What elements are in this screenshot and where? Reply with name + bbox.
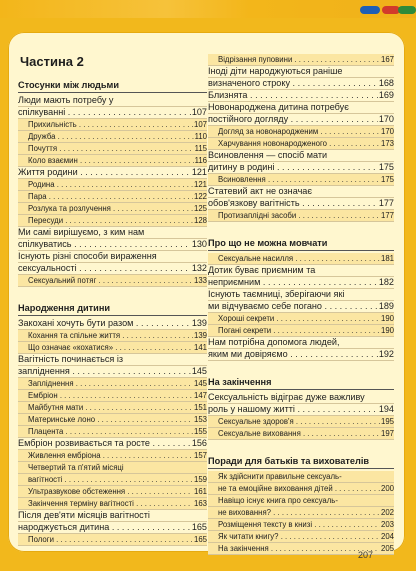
part-title: Частина 2	[20, 54, 84, 69]
toc-entry[interactable]	[18, 191, 207, 203]
toc-entry-page: 195	[380, 417, 394, 426]
toc-entry[interactable]	[208, 519, 394, 531]
toc-entry-title: Закінчення терміну вагітності . . .	[28, 498, 193, 509]
toc-entry-line[interactable]: Статевий акт не означає	[208, 186, 394, 198]
toc-entry-title: Догляд за новонародженим . . .	[218, 126, 380, 137]
toc-entry-title: неприємним . . .	[208, 277, 378, 288]
toc-entry[interactable]	[18, 366, 207, 378]
toc-entry[interactable]	[208, 301, 394, 313]
toc-entry[interactable]	[18, 179, 207, 191]
toc-entry-page: 139	[191, 318, 207, 328]
toc-entry-title: роль у нашому житті . . .	[208, 404, 378, 415]
toc-entry[interactable]	[208, 349, 394, 361]
toc-entry[interactable]	[208, 483, 394, 495]
toc-entry-title: народжується дитина . . .	[18, 522, 191, 533]
toc-entry[interactable]	[208, 198, 394, 210]
toc-entry-title: Пара . . .	[28, 191, 193, 202]
toc-entry-page: 202	[380, 508, 394, 517]
toc-entry[interactable]	[18, 275, 207, 287]
toc-entry-page: 161	[193, 487, 207, 496]
toc-entry[interactable]	[18, 522, 207, 534]
toc-entry[interactable]	[208, 416, 394, 428]
right-column	[208, 40, 394, 555]
toc-entry-title: Сексуальне насилля . . .	[218, 253, 380, 264]
toc-entry[interactable]	[18, 203, 207, 215]
toc-entry-page: 116	[194, 156, 207, 165]
toc-entry[interactable]	[18, 414, 207, 426]
toc-entry-title: Живлення ембріона . . .	[28, 450, 193, 461]
toc-entry-title: Кохання та спільне життя . . .	[28, 330, 193, 341]
toc-entry-title: вагітності . . .	[28, 474, 193, 485]
toc-entry-line[interactable]: Новонароджена дитина потребує	[208, 102, 394, 114]
toc-entry[interactable]	[18, 131, 207, 143]
toc-entry-page: 175	[380, 175, 394, 184]
toc-entry-title: Сексуальне здоров'я . . .	[218, 416, 380, 427]
toc-entry-title: визначеного строку . . .	[208, 78, 378, 89]
toc-entry-title: Родина . . .	[28, 179, 193, 190]
toc-entry-title: Материнське лоно . . .	[28, 414, 193, 425]
toc-entry-line[interactable]: Існують різні способи вираження	[18, 251, 207, 263]
toc-entry-title: Хороші секрети . . .	[218, 313, 380, 324]
toc-entry-page: 110	[194, 132, 207, 141]
toc-entry-page: 204	[380, 532, 394, 541]
toc-entry-line[interactable]: Ми самі вирішуємо, з ким нам	[18, 227, 207, 239]
toc-entry-page: 145	[191, 366, 207, 376]
toc-entry-title: Відрізання пуповини . . .	[218, 54, 380, 65]
toc-entry-title: Майбутня мати . . .	[28, 402, 193, 413]
toc-entry-title: ми відчуваємо себе погано . . .	[208, 301, 378, 312]
toc-entry-title: Коло взаємин . . .	[28, 155, 194, 166]
toc-entry-title: обов'язкову вагітність . . .	[208, 198, 378, 209]
toc-entry[interactable]	[208, 531, 394, 543]
toc-entry-title: Погані секрети . . .	[218, 325, 380, 336]
toc-entry-title: Пересуди . . .	[28, 215, 193, 226]
toc-entry-title: Життя родини . . .	[18, 167, 191, 178]
toc-entry-title: Плацента . . .	[28, 426, 193, 437]
toc-entry-line[interactable]: Після дев'яти місяців вагітності	[18, 510, 207, 522]
toc-entry-title: Розлука та розлучення . . .	[28, 203, 193, 214]
toc-entry-title: Ультразвукове обстеження . . .	[28, 486, 193, 497]
toc-entry-page: 155	[193, 427, 207, 436]
toc-entry-page: 189	[378, 301, 394, 311]
toc-entry-page: 141	[193, 343, 207, 352]
toc-entry-page: 121	[193, 180, 207, 189]
toc-entry[interactable]	[208, 174, 394, 186]
toc-entry-page: 115	[194, 144, 207, 153]
toc-entry-page: 190	[380, 314, 394, 323]
toc-entry-title: яким ми довіряємо . . .	[208, 349, 378, 360]
toc-entry-page: 181	[380, 254, 394, 263]
toc-entry[interactable]	[18, 402, 207, 414]
toc-entry[interactable]	[208, 78, 394, 90]
toc-entry-page: 163	[193, 499, 207, 508]
toc-entry[interactable]	[208, 114, 394, 126]
section-heading: Про що не можна мовчати	[208, 237, 394, 251]
top-color-band	[0, 0, 416, 18]
toc-entry-line[interactable]: Люди мають потребу у	[18, 95, 207, 107]
toc-entry-page: 167	[380, 55, 394, 64]
toc-entry[interactable]	[18, 263, 207, 275]
section-heading: Стосунки між людьми	[18, 79, 207, 93]
toc-entry-page: 200	[380, 484, 394, 493]
toc-entry[interactable]	[208, 325, 394, 337]
toc-entry-title: Ембріон . . .	[28, 390, 193, 401]
toc-entry-title: постійного догляду . . .	[208, 114, 378, 125]
page-number: 207	[358, 550, 374, 560]
toc-entry-line[interactable]: Четвертий та п'ятий місяці	[18, 462, 207, 474]
toc-entry-page: 203	[380, 520, 394, 529]
toc-entry-page: 169	[378, 90, 394, 100]
toc-entry[interactable]	[18, 498, 207, 510]
toc-entry-page: 165	[193, 535, 207, 544]
toc-entry-page: 192	[378, 349, 394, 359]
toc-entry-page: 147	[193, 391, 207, 400]
toc-entry-title: Запліднення . . .	[28, 378, 193, 389]
toc-entry-page: 205	[380, 544, 394, 553]
toc-entry-page: 151	[193, 403, 207, 412]
toc-entry-page: 197	[380, 429, 394, 438]
toc-entry-title: дитину в родині . . .	[208, 162, 378, 173]
toc-entry[interactable]	[208, 428, 394, 440]
toc-entry[interactable]	[18, 486, 207, 498]
toc-entry-title: Харчування новонародженого . . .	[218, 138, 380, 149]
toc-entry-page: 128	[193, 216, 207, 225]
toc-entry-line[interactable]: Навіщо існує книга про сексуаль-	[208, 495, 394, 507]
toc-entry[interactable]	[208, 90, 394, 102]
toc-entry-page: 125	[193, 204, 207, 213]
toc-entry-line[interactable]: Нам потрібна допомога людей,	[208, 337, 394, 349]
toc-entry[interactable]	[208, 277, 394, 289]
toc-entry-page: 139	[193, 331, 207, 340]
toc-entry[interactable]	[18, 119, 207, 131]
toc-entry-page: 122	[193, 192, 207, 201]
toc-entry-page: 133	[193, 276, 207, 285]
toc-entry-page: 168	[378, 78, 394, 88]
toc-entry-page: 132	[191, 263, 207, 273]
toc-entry-title: Що означає «кохатися» . . .	[28, 342, 193, 353]
toc-entry[interactable]	[208, 54, 394, 66]
toc-entry-page: 107	[191, 107, 207, 117]
toc-entry-page: 194	[378, 404, 394, 414]
section-heading: На закінчення	[208, 376, 394, 390]
toc-entry-line[interactable]: Сексуальність відіграє дуже важливу	[208, 392, 394, 404]
toc-entry-title: Прихильність . . .	[28, 119, 193, 130]
toc-entry[interactable]	[18, 342, 207, 354]
toc-entry[interactable]	[208, 210, 394, 222]
toc-entry[interactable]	[208, 253, 394, 265]
toc-entry-line[interactable]: Як здійснити правильне сексуаль-	[208, 471, 394, 483]
toc-entry-page: 121	[191, 167, 207, 177]
toc-entry[interactable]	[18, 474, 207, 486]
toc-entry[interactable]	[18, 143, 207, 155]
toc-entry-line[interactable]: Існують таємниці, зберігаючи які	[208, 289, 394, 301]
left-column	[18, 40, 207, 546]
stripe-blue	[360, 6, 380, 14]
toc-entry-title: На закінчення . . .	[218, 543, 380, 554]
toc-entry[interactable]	[18, 534, 207, 546]
toc-entry-title: спілкуватись . . .	[18, 239, 191, 250]
toc-entry[interactable]	[18, 378, 207, 390]
toc-entry-title: не та емоційне виховання дітей . . .	[218, 483, 380, 494]
toc-entry-title: запліднення . . .	[18, 366, 191, 377]
toc-entry[interactable]	[208, 162, 394, 174]
toc-entry-title: Близнята . . .	[208, 90, 378, 101]
toc-entry[interactable]	[208, 126, 394, 138]
toc-entry-title: не виховання? . . .	[218, 507, 380, 518]
toc-entry-title: Дружба . . .	[28, 131, 194, 142]
section-heading: Народження дитини	[18, 302, 207, 316]
toc-entry-title: Сексуальний потяг . . .	[28, 275, 193, 286]
toc-entry[interactable]	[18, 167, 207, 179]
toc-entry-page: 177	[378, 198, 394, 208]
toc-page	[8, 32, 405, 552]
toc-entry-line[interactable]: Всиновлення — спосіб мати	[208, 150, 394, 162]
toc-entry[interactable]	[208, 404, 394, 416]
toc-entry-page: 173	[380, 139, 394, 148]
toc-entry-title: Закохані хочуть бути разом . . .	[18, 318, 191, 329]
toc-entry-title: Ембріон розвивається та росте . . .	[18, 438, 191, 449]
toc-entry[interactable]	[18, 239, 207, 251]
toc-entry[interactable]	[18, 107, 207, 119]
toc-entry-page: 170	[380, 127, 394, 136]
stripe-green	[398, 6, 416, 14]
toc-entry[interactable]	[18, 438, 207, 450]
toc-entry[interactable]	[18, 426, 207, 438]
toc-entry-title: сексуальності . . .	[18, 263, 191, 274]
toc-entry-title: Сексуальне виховання . . .	[218, 428, 380, 439]
toc-entry-line[interactable]: Іноді діти народжуються раніше	[208, 66, 394, 78]
toc-entry-page: 159	[193, 475, 207, 484]
toc-entry-page: 190	[380, 326, 394, 335]
section-heading: Поради для батьків та вихователів	[208, 455, 394, 469]
toc-entry-page: 157	[193, 451, 207, 460]
toc-entry[interactable]	[18, 390, 207, 402]
toc-entry-page: 156	[191, 438, 207, 448]
toc-entry-title: Розміщення тексту в книзі . . .	[218, 519, 380, 530]
toc-entry[interactable]	[18, 318, 207, 330]
toc-entry[interactable]	[208, 313, 394, 325]
toc-entry-page: 165	[191, 522, 207, 532]
toc-entry[interactable]	[18, 155, 207, 167]
toc-entry-line[interactable]: Дотик буває приємним та	[208, 265, 394, 277]
toc-entry-title: Як читати книгу? . . .	[218, 531, 380, 542]
toc-entry-page: 130	[191, 239, 207, 249]
toc-entry-title: Всиновлення . . .	[218, 174, 380, 185]
toc-entry[interactable]	[18, 215, 207, 227]
toc-entry-page: 153	[193, 415, 207, 424]
toc-entry-title: Пологи . . .	[28, 534, 193, 545]
toc-entry[interactable]	[208, 507, 394, 519]
toc-entry-title: Протизаплідні засоби . . .	[218, 210, 380, 221]
toc-entry-page: 145	[193, 379, 207, 388]
toc-entry[interactable]	[18, 330, 207, 342]
toc-entry-page: 175	[378, 162, 394, 172]
toc-entry-page: 182	[378, 277, 394, 287]
toc-entry[interactable]	[208, 138, 394, 150]
toc-entry[interactable]	[18, 450, 207, 462]
toc-entry-title: спілкуванні . . .	[18, 107, 191, 118]
toc-entry-line[interactable]: Вагітність починається із	[18, 354, 207, 366]
toc-entry-page: 177	[380, 211, 394, 220]
toc-entry-page: 107	[193, 120, 207, 129]
toc-entry-page: 170	[378, 114, 394, 124]
toc-entry-title: Почуття . . .	[28, 143, 194, 154]
